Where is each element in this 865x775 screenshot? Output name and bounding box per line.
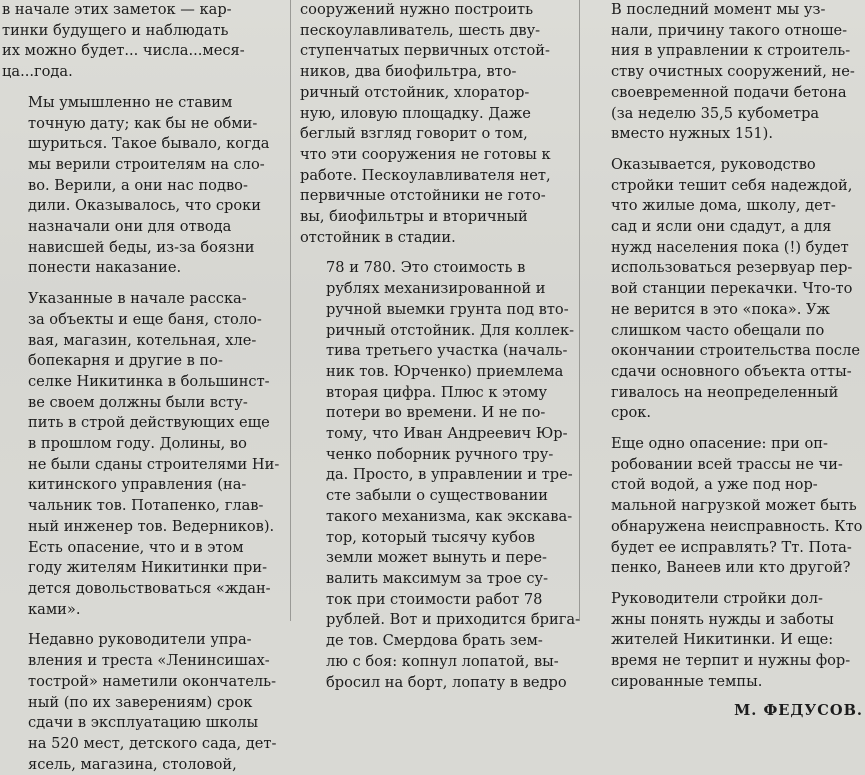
text-line: ками».: [28, 600, 81, 618]
text-line: Еще одно опасение: при оп-: [611, 435, 828, 453]
text-line: будет ее исправлять? Тт. Пота-: [611, 538, 852, 556]
text-line: сте забыли о существовании: [326, 487, 548, 505]
text-line: что жилые дома, школу, дет-: [611, 197, 836, 215]
text-line: нависшей беды, из-за боязни: [28, 238, 255, 256]
text-line: жны понять нужды и заботы: [611, 610, 834, 628]
text-line: пенко, Ванеев или кто другой?: [611, 559, 851, 577]
text-line: нали, причину такого отноше-: [611, 21, 848, 39]
text-line: рублей. Вот и приходится брига-: [326, 611, 580, 629]
text-line: не верится в это «пока». Уж: [611, 300, 830, 318]
text-line: китинского управления (на-: [28, 476, 247, 494]
text-line: земли может вынуть и пере-: [326, 549, 547, 567]
text-line: на 520 мест, детского сада, дет-: [28, 734, 277, 752]
text-line: де тов. Смердова брать зем-: [326, 632, 543, 650]
text-line: мы верили строителям на сло-: [28, 155, 265, 173]
text-line: бопекарня и другие в по-: [28, 352, 223, 370]
text-line: ния в управлении к строитель-: [611, 42, 851, 60]
text-line: назначали они для отвода: [28, 218, 232, 236]
text-line: вы, биофильтры и вторичный: [300, 208, 528, 226]
text-line: валить максимум за трое су-: [326, 569, 549, 587]
text-line: слишком часто обещали по: [611, 321, 825, 339]
article-paragraph: [2, 630, 280, 775]
text-line: использоваться резервуар пер-: [611, 259, 853, 277]
text-line: ца...года.: [2, 63, 73, 81]
text-line: Недавно руководители упра-: [28, 631, 252, 649]
text-line: В последний момент мы уз-: [611, 1, 826, 18]
author-signature: М. ФЕДУСОВ.: [734, 701, 863, 719]
text-line: не были сданы строителями Ни-: [28, 455, 280, 473]
text-line: вместо нужных 151).: [611, 125, 774, 143]
text-line: дется довольствоваться «ждан-: [28, 579, 271, 597]
text-line: обнаружена неисправность. Кто: [611, 517, 863, 535]
text-line: Оказывается, руководство: [611, 155, 816, 173]
text-line: ток при стоимости работ 78: [326, 590, 543, 608]
text-line: ную, иловую площадку. Даже: [300, 104, 531, 122]
text-line: ный инженер тов. Ведерников).: [28, 517, 275, 535]
text-line: лю с боя: копнул лопатой, вы-: [326, 652, 559, 670]
text-line: жителей Никитинки. И еще:: [611, 631, 834, 649]
text-line: 78 и 780. Это стоимость в: [326, 259, 526, 277]
article-paragraph: [585, 155, 863, 424]
text-line: Указанные в начале расска-: [28, 290, 247, 308]
text-line: чальник тов. Потапенко, глав-: [28, 497, 264, 515]
text-line: рублях механизированной и: [326, 280, 546, 298]
text-line: точную дату; как бы не обми-: [28, 114, 258, 132]
text-line: ве своем должны были всту-: [28, 393, 248, 411]
text-line: первичные отстойники не гото-: [300, 187, 546, 205]
article-paragraph: [300, 258, 580, 693]
text-line: нужд населения пока (!) будет: [611, 238, 849, 256]
text-line: стой водой, а уже под нор-: [611, 476, 818, 494]
text-line: ный (по их заверениям) срок: [28, 693, 253, 711]
text-line: своевременной подачи бетона: [611, 83, 847, 101]
article-column-1: [2, 0, 280, 773]
text-line: тому, что Иван Андреевич Юр-: [326, 425, 568, 443]
text-line: пескоулавливатель, шесть дву-: [300, 21, 541, 39]
text-line: в прошлом году. Долины, во: [28, 435, 247, 453]
article-column-3: [585, 0, 863, 719]
text-line: Руководители стройки дол-: [611, 589, 823, 607]
text-line: ричный отстойник. Для коллек-: [326, 321, 575, 339]
text-line: ступенчатых первичных отстой-: [300, 42, 550, 60]
text-line: во. Верили, а они нас подво-: [28, 176, 248, 194]
text-line: пить в строй действующих еще: [28, 414, 270, 432]
text-line: (за неделю 35,5 кубометра: [611, 104, 820, 122]
text-line: ник тов. Юрченко) приемлема: [326, 362, 564, 380]
article-paragraph: [300, 0, 572, 248]
article-paragraph: [585, 434, 863, 579]
text-line: робовании всей трассы не чи-: [611, 455, 843, 473]
text-line: ченко поборник ручного тру-: [326, 445, 554, 463]
text-line: время не терпит и нужны фор-: [611, 652, 851, 670]
text-line: мальной нагрузкой может быть: [611, 497, 857, 515]
text-line: сооружений нужно построить: [300, 1, 534, 18]
text-line: ясель, магазина, столовой,: [28, 755, 237, 773]
text-line: сдачи основного объекта отты-: [611, 362, 852, 380]
text-line: в начале этих заметок — кар-: [2, 1, 232, 18]
column-divider: [579, 0, 580, 621]
text-line: вой станции перекачки. Что-то: [611, 280, 853, 298]
column-divider: [290, 0, 291, 621]
article-paragraph: [2, 0, 280, 83]
text-line: сдачи в эксплуатацию школы: [28, 714, 259, 732]
text-line: тинки будущего и наблюдать: [2, 21, 229, 39]
text-line: их можно будет... числа...меся-: [2, 42, 245, 60]
text-line: за объекты и еще баня, столо-: [28, 310, 262, 328]
text-line: стройки тешит себя надеждой,: [611, 176, 853, 194]
text-line: беглый взгляд говорит о том,: [300, 125, 528, 143]
text-line: ству очистных сооружений, не-: [611, 63, 855, 81]
text-line: что эти сооружения не готовы к: [300, 145, 551, 163]
text-line: ручной выемки грунта под вто-: [326, 300, 569, 318]
text-line: вления и треста «Ленинсишах-: [28, 652, 270, 670]
text-line: вторая цифра. Плюс к этому: [326, 383, 548, 401]
text-line: отстойник в стадии.: [300, 228, 456, 246]
text-line: тострой» наметили окончатель-: [28, 672, 277, 690]
text-line: селке Никитинка в большинст-: [28, 372, 270, 390]
text-line: вая, магазин, котельная, хле-: [28, 331, 257, 349]
text-line: работе. Пескоулавливателя нет,: [300, 166, 551, 184]
text-line: дили. Оказывалось, что сроки: [28, 197, 262, 215]
text-line: Мы умышленно не ставим: [28, 93, 233, 111]
text-line: бросил на борт, лопату в ведро: [326, 673, 567, 691]
text-line: окончании строительства после: [611, 342, 861, 360]
text-line: сад и ясли они сдадут, а для: [611, 218, 832, 236]
article-paragraph: [585, 589, 863, 693]
text-line: Есть опасение, что и в этом: [28, 538, 244, 556]
text-line: ников, два биофильтра, вто-: [300, 63, 517, 81]
text-line: потери во времени. И не по-: [326, 404, 546, 422]
text-line: да. Просто, в управлении и тре-: [326, 466, 573, 484]
text-line: шуриться. Такое бывало, когда: [28, 135, 270, 153]
article-paragraph: [2, 93, 280, 279]
text-line: тива третьего участка (началь-: [326, 342, 568, 360]
text-line: ричный отстойник, хлоратор-: [300, 83, 530, 101]
text-line: срок.: [611, 404, 652, 422]
text-line: тор, который тысячу кубов: [326, 528, 536, 546]
article-paragraph: [585, 0, 863, 145]
article-paragraph: [2, 289, 280, 620]
text-line: году жителям Никитинки при-: [28, 559, 268, 577]
text-line: такого механизма, как экскава-: [326, 507, 573, 525]
text-line: гивалось на неопределенный: [611, 383, 839, 401]
text-line: сированные темпы.: [611, 672, 763, 690]
article-column-2: [300, 0, 580, 691]
text-line: понести наказание.: [28, 259, 182, 277]
